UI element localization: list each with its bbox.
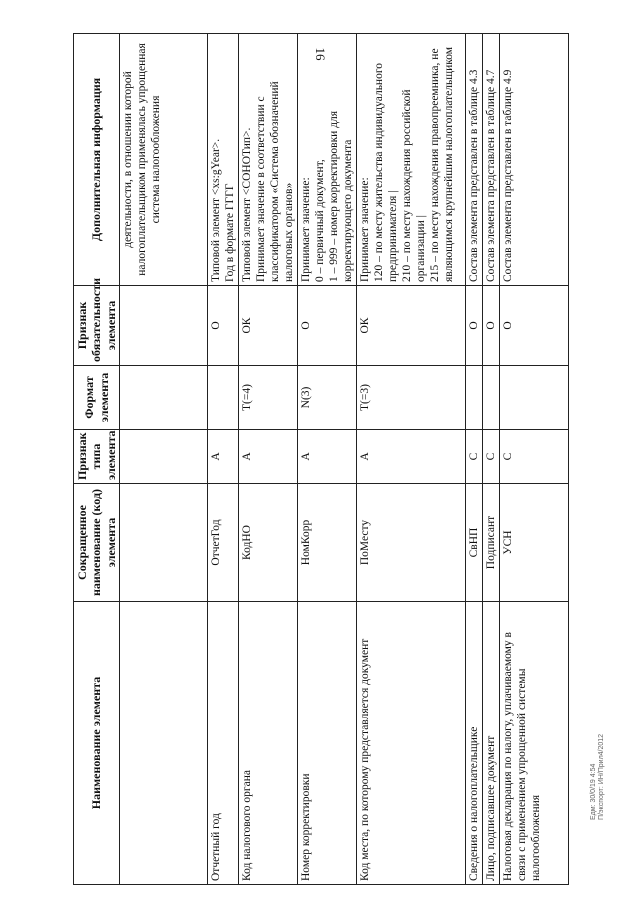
element-format-cell — [208, 366, 239, 430]
stamp-line: П/экспорт: ИН/Прил4/2012 — [597, 733, 605, 820]
element-name-cell: Отчетный год — [208, 602, 239, 885]
table-row — [208, 34, 239, 885]
element-info-cell — [357, 34, 466, 286]
element-code-cell: НомКорр — [298, 484, 357, 602]
element-format-cell — [120, 366, 208, 430]
info-line: Год в формате ГГГГ — [224, 183, 237, 282]
element-required-cell: ОК — [239, 286, 298, 366]
element-type-cell: С — [466, 430, 483, 484]
info-line: Принимает значение: — [359, 177, 372, 282]
element-name-cell: Код места, по которому представляется документ — [357, 602, 466, 885]
info-line: Типовой элемент <xs:gYear>. — [210, 138, 223, 282]
element-required-cell: О — [500, 286, 569, 366]
document-stamp — [590, 734, 605, 820]
element-type-cell: С — [500, 430, 569, 484]
element-required-cell: О — [483, 286, 500, 366]
table-row — [239, 34, 298, 885]
element-name-cell — [120, 602, 208, 885]
info-line: деятельности, в отношении которой налогоплательщиком применялась упрощенная система налогообложения — [122, 43, 163, 276]
element-required-cell — [120, 286, 208, 366]
table-row — [500, 34, 569, 885]
element-format-cell — [483, 366, 500, 430]
element-code-cell: СвНП — [466, 484, 483, 602]
element-info-cell — [208, 34, 239, 286]
rotated-page-content — [73, 34, 640, 885]
info-line: 0 – первичный документ, — [314, 159, 327, 282]
header-cell: Признак типа элемента — [74, 430, 120, 484]
element-type-cell: С — [483, 430, 500, 484]
element-info-cell — [239, 34, 298, 286]
element-name-cell: Номер корректировки — [298, 602, 357, 885]
element-type-cell: А — [357, 430, 466, 484]
element-info-cell — [500, 34, 569, 286]
elements-table — [73, 33, 569, 885]
element-code-cell: ПоМесту — [357, 484, 466, 602]
element-required-cell: О — [466, 286, 483, 366]
element-type-cell — [120, 430, 208, 484]
element-type-cell: А — [239, 430, 298, 484]
element-type-cell: А — [298, 430, 357, 484]
element-name-cell: Сведения о налогоплательщике — [466, 602, 483, 885]
table-header-row — [74, 34, 120, 885]
info-line: Состав элемента представлен в таблице 4.9 — [502, 69, 515, 282]
element-format-cell: Т(=3) — [357, 366, 466, 430]
element-info-cell — [120, 34, 208, 286]
element-info-cell — [483, 34, 500, 286]
element-required-cell: О — [208, 286, 239, 366]
element-info-cell — [466, 34, 483, 286]
info-line: Принимает значение: — [300, 177, 313, 282]
element-code-cell — [120, 484, 208, 602]
info-line: 1 – 999 – номер корректировки для корректирующего документа — [328, 110, 355, 282]
element-required-cell: ОК — [357, 286, 466, 366]
info-line: 215 – по месту нахождения правопреемника, не являющимся крупнейшим налогоплательщиком — [429, 46, 456, 282]
table-row — [466, 34, 483, 885]
header-cell: Сокращенное наименование (код) элемента — [74, 484, 120, 602]
info-line: Типовой элемент <СОНОТип>. — [241, 127, 254, 282]
element-code-cell: УСН — [500, 484, 569, 602]
element-name-cell: Лицо, подписавшее документ — [483, 602, 500, 885]
element-required-cell: О — [298, 286, 357, 366]
element-format-cell — [500, 366, 569, 430]
element-code-cell: Подписант — [483, 484, 500, 602]
element-format-cell: Т(=4) — [239, 366, 298, 430]
element-code-cell: ОтчетГод — [208, 484, 239, 602]
info-line: Состав элемента представлен в таблице 4.7 — [485, 69, 498, 282]
element-format-cell — [466, 366, 483, 430]
stamp-line: Едм: 30/0/19 4:54 — [590, 763, 597, 820]
table-row — [120, 34, 208, 885]
info-line: Состав элемента представлен в таблице 4.3 — [468, 69, 481, 282]
element-name-cell: Код налогового органа — [239, 602, 298, 885]
table-row — [298, 34, 357, 885]
header-cell: Признак обязательности элемента — [74, 286, 120, 366]
page-number: 16 — [313, 47, 328, 61]
info-line: Принимает значение в соответствии с классификатором «Система обозначений налоговых органов» — [255, 81, 296, 282]
table-row — [357, 34, 466, 885]
header-cell: Формат элемента — [74, 366, 120, 430]
element-info-cell — [298, 34, 357, 286]
info-line: 210 – по месту нахождения российской организации | — [401, 89, 428, 282]
header-cell: Дополнительная информация — [74, 34, 120, 286]
table-row — [483, 34, 500, 885]
header-cell: Наименование элемента — [74, 602, 120, 885]
element-name-cell: Налоговая декларация по налогу, уплачиваемому в связи с применением упрощенной системы налогообложения — [500, 602, 569, 885]
element-code-cell: КодНО — [239, 484, 298, 602]
element-type-cell: А — [208, 430, 239, 484]
element-format-cell: N(3) — [298, 366, 357, 430]
info-line: 120 – по месту жительства индивидуального предпринимателя | — [373, 62, 400, 282]
